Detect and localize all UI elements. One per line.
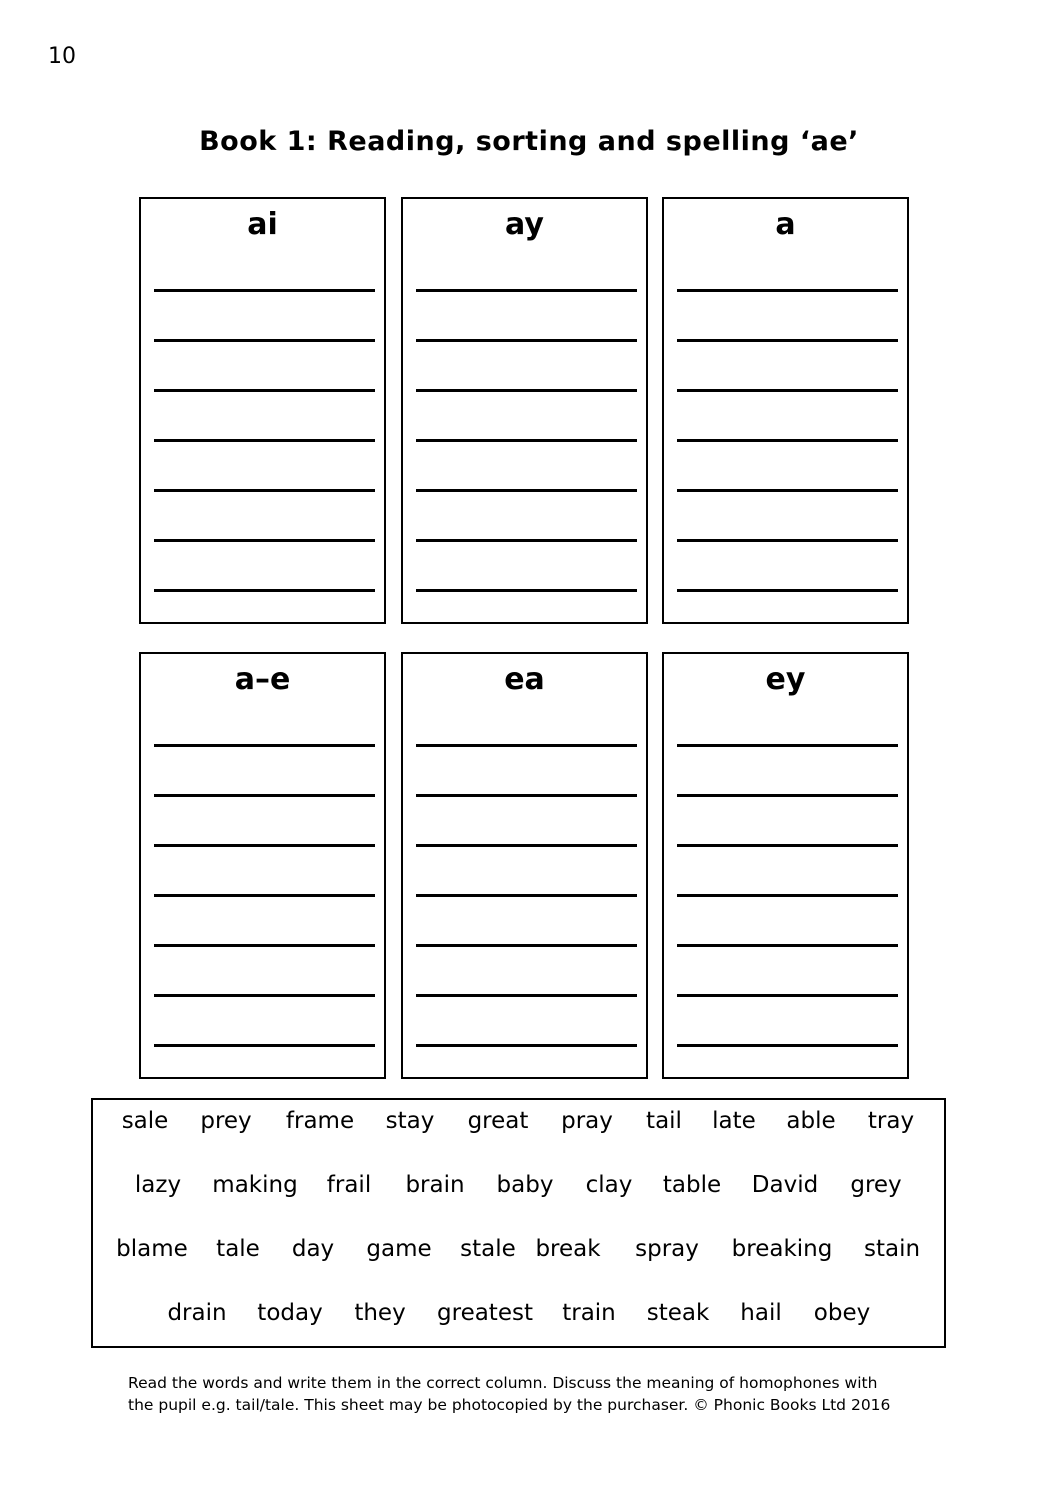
word-bank-word: tale [216,1236,260,1262]
writing-line[interactable] [677,389,898,392]
word-bank-word: able [786,1108,836,1134]
word-bank-word: great [467,1108,529,1134]
writing-line[interactable] [677,994,898,997]
sort-column [139,652,386,1079]
page-title: Book 1: Reading, sorting and spelling ‘ae’ [199,126,859,157]
word-bank-word: train [562,1300,616,1326]
word-bank-word: hail [740,1300,782,1326]
word-bank-word: day [291,1236,335,1262]
word-bank-word: frail [326,1172,372,1198]
writing-line[interactable] [416,894,637,897]
writing-line[interactable] [154,589,375,592]
word-bank-word: blame [116,1236,188,1262]
writing-line[interactable] [416,844,637,847]
column-heading: ay [505,207,544,242]
writing-line[interactable] [677,489,898,492]
word-bank-word: grey [850,1172,902,1198]
sort-column [139,197,386,624]
writing-line[interactable] [154,389,375,392]
word-bank-word: stain [863,1236,921,1262]
writing-line[interactable] [416,439,637,442]
column-heading: ai [247,207,278,242]
word-bank-word: making [212,1172,298,1198]
word-bank-word: today [257,1300,323,1326]
writing-line[interactable] [154,794,375,797]
writing-line[interactable] [154,1044,375,1047]
writing-line[interactable] [677,744,898,747]
writing-line[interactable] [154,994,375,997]
word-bank-word: break [535,1236,601,1262]
word-bank-word: pray [561,1108,613,1134]
sort-column [662,197,909,624]
word-bank-word: table [662,1172,722,1198]
writing-line[interactable] [677,794,898,797]
column-heading: ey [765,662,806,697]
writing-line[interactable] [416,1044,637,1047]
word-bank-word: game [366,1236,432,1262]
writing-line[interactable] [677,894,898,897]
writing-line[interactable] [677,944,898,947]
word-bank-word: obey [813,1300,871,1326]
writing-line[interactable] [677,844,898,847]
writing-line[interactable] [154,539,375,542]
word-bank-word: sale [121,1108,169,1134]
word-bank-word: brain [405,1172,465,1198]
column-heading: ea [504,662,545,697]
word-bank-word: drain [167,1300,227,1326]
column-heading: a–e [234,662,291,697]
word-bank-word: spray [635,1236,699,1262]
word-bank-word: tray [867,1108,915,1134]
word-bank [91,1098,946,1348]
word-bank-word: David [751,1172,819,1198]
writing-line[interactable] [416,539,637,542]
writing-line[interactable] [677,1044,898,1047]
word-bank-word: breaking [731,1236,833,1262]
word-bank-word: frame [285,1108,355,1134]
writing-line[interactable] [416,289,637,292]
writing-line[interactable] [416,744,637,747]
word-bank-word: baby [496,1172,554,1198]
sort-column [401,652,648,1079]
word-bank-word: stale [460,1236,516,1262]
writing-line[interactable] [677,589,898,592]
word-bank-word: steak [646,1300,710,1326]
writing-line[interactable] [154,489,375,492]
writing-line[interactable] [416,489,637,492]
writing-line[interactable] [154,439,375,442]
writing-line[interactable] [677,339,898,342]
word-bank-word: clay [585,1172,633,1198]
writing-line[interactable] [154,844,375,847]
writing-line[interactable] [416,589,637,592]
writing-line[interactable] [154,289,375,292]
word-bank-word: stay [385,1108,435,1134]
writing-line[interactable] [154,744,375,747]
word-bank-word: greatest [437,1300,533,1326]
sort-column [401,197,648,624]
writing-line[interactable] [416,389,637,392]
column-heading: a [775,207,796,242]
writing-line[interactable] [416,944,637,947]
word-bank-word: they [354,1300,406,1326]
word-bank-word: tail [646,1108,682,1134]
writing-line[interactable] [416,339,637,342]
writing-line[interactable] [677,539,898,542]
word-bank-word: lazy [134,1172,182,1198]
page-number: 10 [48,44,76,69]
writing-line[interactable] [416,794,637,797]
writing-line[interactable] [677,439,898,442]
writing-line[interactable] [154,944,375,947]
writing-line[interactable] [154,894,375,897]
word-bank-word: late [712,1108,756,1134]
word-bank-word: prey [200,1108,252,1134]
sort-column [662,652,909,1079]
writing-line[interactable] [677,289,898,292]
footer-instructions-line-2: the pupil e.g. tail/tale. This sheet may be photocopied by the purchaser. © Phonic Books Ltd 2016 [128,1396,891,1414]
footer-instructions-line-1: Read the words and write them in the correct column. Discuss the meaning of homophones with [128,1374,878,1392]
writing-line[interactable] [416,994,637,997]
writing-line[interactable] [154,339,375,342]
